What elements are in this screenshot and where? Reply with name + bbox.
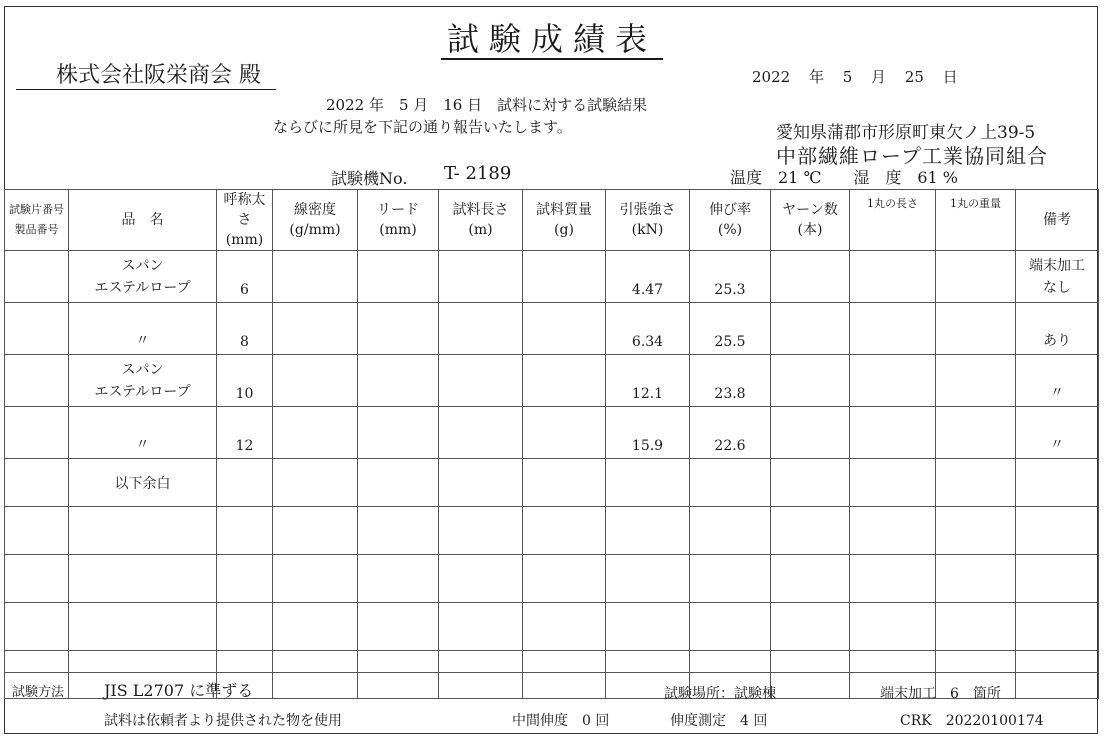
elongation-cell: 25.5 bbox=[690, 303, 771, 355]
tensile-cell: 6.34 bbox=[606, 303, 690, 355]
table-row-empty bbox=[5, 555, 1099, 603]
product-name-line2: エステルロープ bbox=[94, 279, 191, 296]
issuer-address: 愛知県蒲郡市形原町東欠ノ上39-5 bbox=[776, 123, 1036, 143]
header-tensile: 引張強さ (kN) bbox=[606, 190, 690, 251]
terminal-processing: 端末加工 6 箇所 bbox=[880, 686, 1001, 702]
tensile-cell: 12.1 bbox=[606, 355, 690, 407]
product-name-line1: スパン bbox=[121, 361, 164, 378]
header-length: 試料長さ (m) bbox=[439, 190, 523, 251]
table-row-empty bbox=[5, 507, 1099, 555]
test-place: 試験場所：試験棟 bbox=[664, 686, 776, 702]
elongation-cell: 25.3 bbox=[690, 251, 771, 303]
sample-source: 試料は依頼者より提供された物を使用 bbox=[104, 713, 342, 729]
table-row bbox=[5, 355, 1099, 407]
header-yarn: ヤーン数 (本) bbox=[771, 190, 850, 251]
remarks-cell: あり bbox=[1016, 303, 1099, 355]
mid-elongation: 中間伸度 0 回 bbox=[512, 713, 610, 729]
table-row-empty bbox=[5, 603, 1099, 651]
table-row bbox=[5, 459, 1099, 507]
environment-conditions: 温度 21 ℃ 湿 度 61 % bbox=[730, 168, 958, 187]
diameter-cell: 8 bbox=[217, 303, 273, 355]
diameter-cell: 10 bbox=[217, 355, 273, 407]
header-diameter: 呼称太さ (mm) bbox=[217, 190, 273, 251]
elongation-cell: 22.6 bbox=[690, 407, 771, 459]
header-id: 試験片番号 製品番号 bbox=[5, 190, 69, 251]
remarks-line2: なし bbox=[1043, 279, 1071, 296]
header-density: 線密度 (g/mm) bbox=[273, 190, 358, 251]
product-name: 〃 bbox=[69, 303, 217, 355]
intro-line-1: 2022 年 5 月 16 日 試料に対する試験結果 bbox=[326, 96, 648, 114]
elongation-measurement: 伸度測定 4 回 bbox=[670, 713, 768, 729]
elongation-cell: 23.8 bbox=[690, 355, 771, 407]
crk-number: CRK 20220100174 bbox=[900, 713, 1044, 729]
blank-below-note: 以下余白 bbox=[69, 459, 217, 507]
test-method: JIS L2707 に準ずる bbox=[104, 681, 254, 700]
remarks-cell: 〃 bbox=[1016, 355, 1099, 407]
product-name: 〃 bbox=[69, 407, 217, 459]
footer-divider bbox=[4, 672, 1098, 673]
header-elongation: 伸び率 (%) bbox=[690, 190, 771, 251]
tensile-cell: 4.47 bbox=[606, 251, 690, 303]
tensile-cell: 15.9 bbox=[606, 407, 690, 459]
product-name-line2: エステルロープ bbox=[94, 383, 191, 400]
header-name: 品 名 bbox=[69, 190, 217, 251]
document-title: 試験成績表 bbox=[0, 14, 1104, 60]
header-coil-weight: 1丸の重量 bbox=[936, 190, 1016, 251]
diameter-cell: 6 bbox=[217, 251, 273, 303]
recipient-name: 株式会社阪栄商会 殿 bbox=[16, 58, 276, 90]
diameter-cell: 12 bbox=[217, 407, 273, 459]
header-remarks: 備考 bbox=[1016, 190, 1099, 251]
header-row bbox=[5, 190, 1099, 251]
product-name-line1: スパン bbox=[121, 257, 164, 274]
remarks-line1: 端末加工 bbox=[1029, 257, 1085, 274]
method-label: 試験方法 bbox=[12, 685, 65, 700]
remarks-cell: 〃 bbox=[1016, 407, 1099, 459]
table-row bbox=[5, 303, 1099, 355]
issuer-organization: 中部繊維ロープ工業協同組合 bbox=[776, 144, 1048, 168]
table-row bbox=[5, 407, 1099, 459]
table-row bbox=[5, 251, 1099, 303]
issue-date: 2022 年 5 月 25 日 bbox=[752, 68, 958, 86]
machine-number: T- 2189 bbox=[444, 163, 512, 184]
header-coil-length: 1丸の長さ bbox=[850, 190, 936, 251]
results-table bbox=[4, 189, 1099, 699]
header-mass: 試料質量 (g) bbox=[523, 190, 606, 251]
header-lead: リード (mm) bbox=[358, 190, 439, 251]
machine-label: 試験機No. bbox=[331, 169, 408, 188]
intro-line-2: ならびに所見を下記の通り報告いたします。 bbox=[273, 118, 572, 136]
